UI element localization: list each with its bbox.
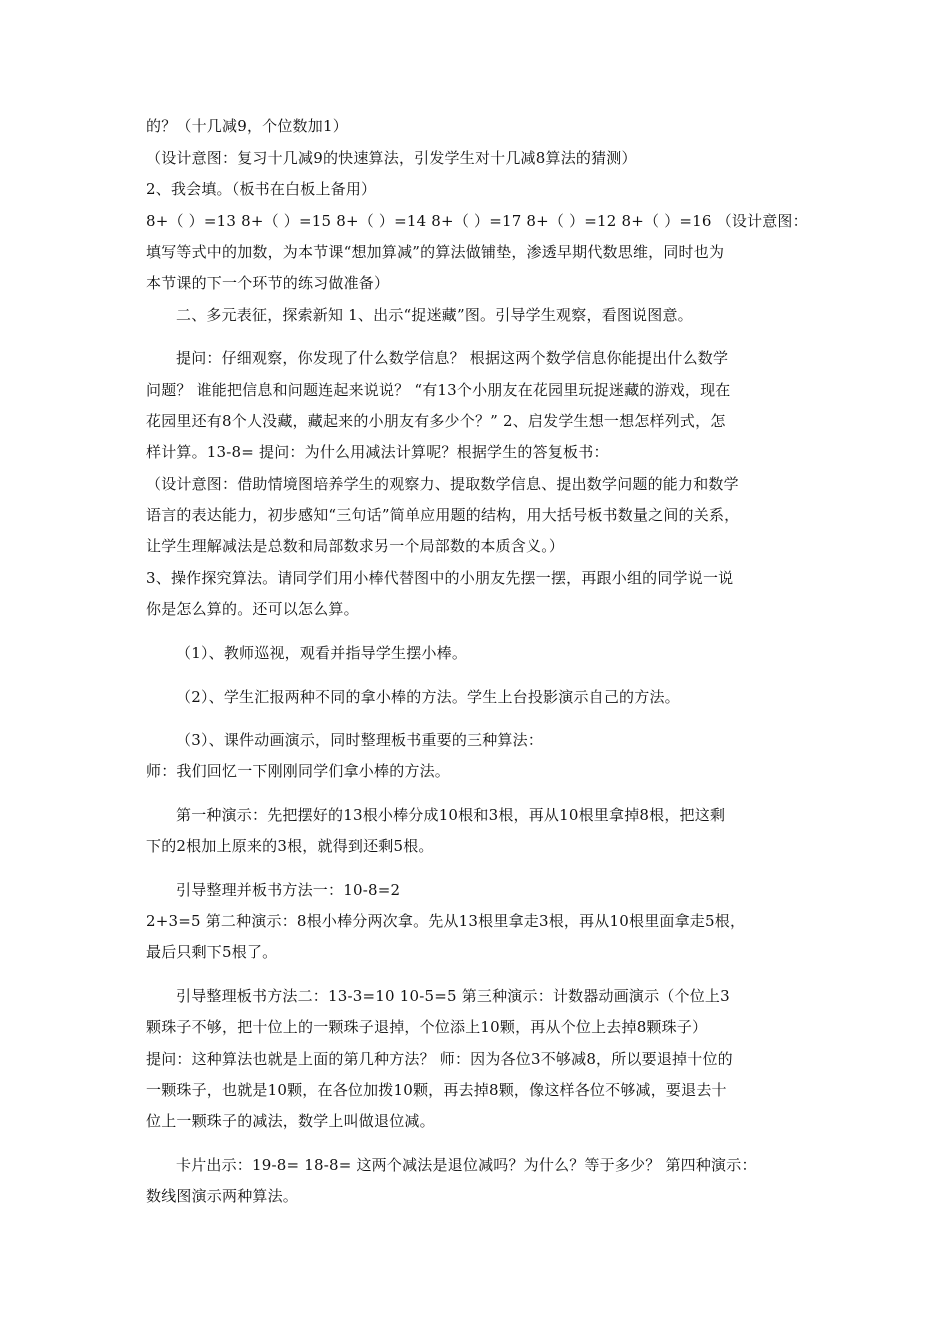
text-line: 你是怎么算的。还可以怎么算。 xyxy=(146,600,359,618)
text-line: 的？（十几减9，个位数加1） xyxy=(146,117,348,135)
design-intent-line: （设计意图：借助情境图培养学生的观察力、提取数学信息、提出数学问题的能力和数学 xyxy=(146,475,739,493)
list-item: （3）、课件动画演示，同时整理板书重要的三种算法： xyxy=(176,731,544,749)
text-line: 位上一颗珠子的减法，数学上叫做退位减。 xyxy=(146,1112,435,1130)
list-item: （2）、学生汇报两种不同的拿小棒的方法。学生上台投影演示自己的方法。 xyxy=(176,688,680,706)
text-line: 卡片出示：19-8= 18-8= 这两个减法是退位减吗？为什么？等于多少？ 第四种演示： xyxy=(176,1156,757,1174)
text-line: 第一种演示：先把摆好的13根小棒分成10根和3根，再从10根里拿掉8根，把这剩 xyxy=(176,806,726,824)
section-heading: 二、多元表征，探索新知 1、出示“捉迷藏”图。引导学生观察，看图说图意。 xyxy=(176,306,693,324)
text-line: 本节课的下一个环节的练习做准备） xyxy=(146,274,390,292)
design-intent-line: （设计意图：复习十几减9的快速算法，引发学生对十几减8算法的猜测） xyxy=(146,149,637,167)
equation-line: 8+（ ）=13 8+（ ）=15 8+（ ）=14 8+（ ）=17 8+（ ）=12 8+（ ）=16 （设计意图： xyxy=(146,212,808,230)
design-intent-line: 让学生理解减法是总数和局部数求另一个局部数的本质含义。） xyxy=(146,537,565,555)
design-intent-line: 语言的表达能力，初步感知“三句话”简单应用题的结构，用大括号板书数量之间的关系， xyxy=(146,506,740,524)
text-line: 数线图演示两种算法。 xyxy=(146,1187,299,1205)
text-line: 问题？ 谁能把信息和问题连起来说说？ “有13个小朋友在花园里玩捉迷藏的游戏，现在 xyxy=(146,381,731,399)
text-line: 颗珠子不够，把十位上的一颗珠子退掉，个位添上10颗，再从个位上去掉8颗珠子） xyxy=(146,1018,708,1036)
text-line: 提问：这种算法也就是上面的第几种方法？ 师：因为各位3不够减8，所以要退掉十位的 xyxy=(146,1050,733,1068)
text-line: 最后只剩下5根了。 xyxy=(146,943,278,961)
section-heading: 2、我会填。（板书在白板上备用） xyxy=(146,180,377,198)
text-line: 引导整理并板书方法一：10-8=2 xyxy=(176,881,401,899)
text-line: 填写等式中的加数，为本节课“想加算减”的算法做铺垫，渗透早期代数思维，同时也为 xyxy=(146,243,725,261)
text-line: 引导整理板书方法二：13-3=10 10-5=5 第三种演示：计数器动画演示（个位上3 xyxy=(176,987,730,1005)
text-line: 样计算。13-8= 提问：为什么用减法计算呢？根据学生的答复板书： xyxy=(146,443,609,461)
text-line: 2+3=5 第二种演示：8根小棒分两次拿。先从13根里拿走3根，再从10根里面拿走5根， xyxy=(146,912,746,930)
text-line: 下的2根加上原来的3根，就得到还剩5根。 xyxy=(146,837,434,855)
list-item: （1）、教师巡视，观看并指导学生摆小棒。 xyxy=(176,644,468,662)
text-line: 花园里还有8个人没藏，藏起来的小朋友有多少个？” 2、启发学生想一想怎样列式，怎 xyxy=(146,412,726,430)
section-heading: 3、操作探究算法。请同学们用小棒代替图中的小朋友先摆一摆，再跟小组的同学说一说 xyxy=(146,569,734,587)
text-line: 提问：仔细观察，你发现了什么数学信息？ 根据这两个数学信息你能提出什么数学 xyxy=(176,349,729,367)
text-line: 师：我们回忆一下刚刚同学们拿小棒的方法。 xyxy=(146,762,451,780)
text-line: 一颗珠子，也就是10颗，在各位加拨10颗，再去掉8颗，像这样各位不够减，要退去十 xyxy=(146,1081,727,1099)
